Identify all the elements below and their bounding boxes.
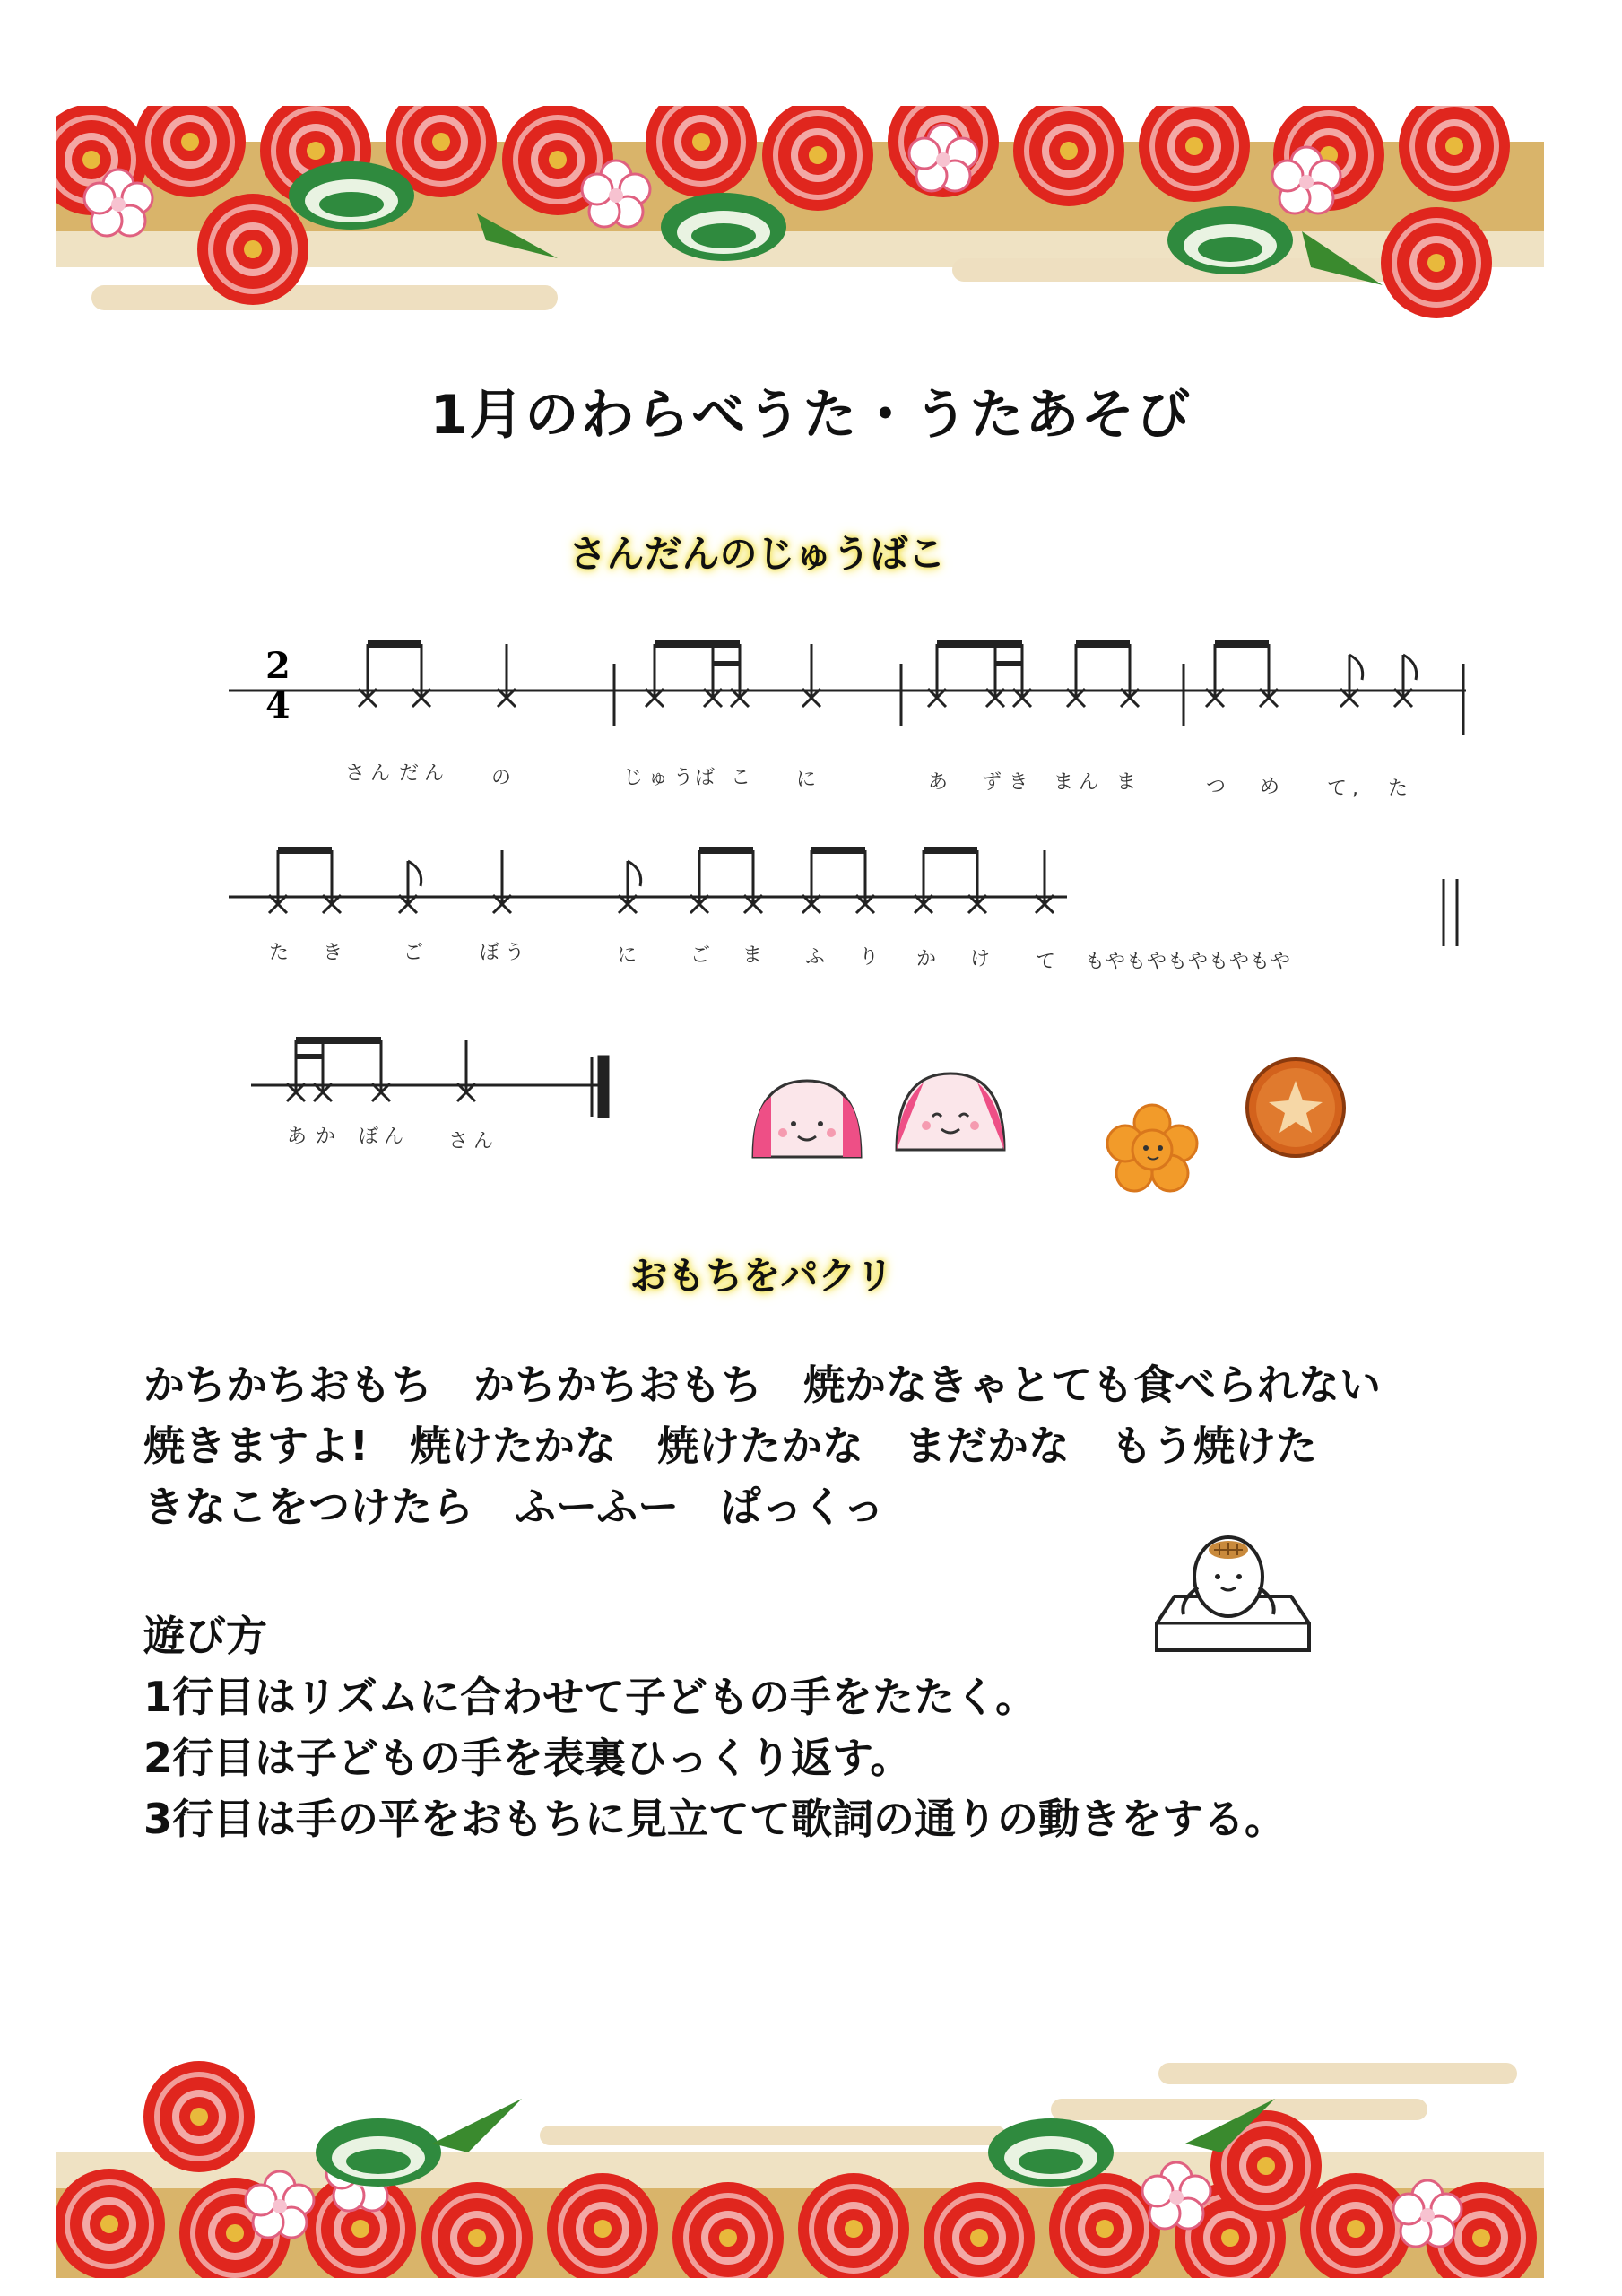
lyric-syllable: つ	[1206, 776, 1232, 798]
flower-cracker-icon	[1103, 1103, 1201, 1193]
lyric-syllable: に	[617, 944, 643, 967]
chant-lyrics	[143, 1354, 1381, 1537]
lyric-syllable: ま	[1116, 771, 1142, 794]
kagami-mochi-icon	[1139, 1525, 1318, 1677]
notes-row-1	[368, 644, 1417, 698]
lyric-syllable: さん	[448, 1130, 499, 1152]
lyric-syllable: た	[269, 942, 295, 964]
lyric-syllable: こ	[731, 767, 757, 789]
lyric-syllable: さん	[345, 762, 396, 785]
lyric-syllable: て	[1036, 951, 1062, 973]
how-to-play	[143, 1605, 1286, 1849]
song-title-sandan: さんだんのじゅうばこ	[568, 532, 946, 576]
lyric-syllable: た	[1388, 778, 1414, 800]
bottom-decorative-banner	[56, 2045, 1544, 2278]
time-signature-bottom: 4	[265, 684, 291, 726]
chant-line: きなこをつけたら ふーふー ぱっくっ	[143, 1483, 885, 1531]
lyric-syllable: だん	[399, 762, 450, 785]
how-to-play-step: 3行目は手の平をおもちに見立てて歌詞の通りの動きをする。	[143, 1795, 1287, 1843]
score-row-3	[251, 1040, 608, 1117]
lyric-syllable: き	[323, 942, 349, 964]
note-heads-row-3	[287, 1083, 475, 1101]
lyric-syllable: ず	[982, 771, 1008, 794]
chant-line: 焼きますよ! 焼けたかな 焼けたかな まだかな もう焼けた	[143, 1422, 1317, 1470]
page-title: 1月のわらべうた・うたあそび	[429, 384, 1193, 447]
lyric-syllable: り	[859, 946, 885, 969]
how-to-play-step: 2行目は子どもの手を表裏ひっくり返す。	[143, 1734, 912, 1782]
lyric-syllable: け	[970, 948, 996, 970]
mochi-face-icon	[744, 1072, 1031, 1170]
score-row-1	[229, 664, 1466, 735]
top-decorative-banner	[56, 106, 1544, 339]
rice-cracker-icon	[1242, 1054, 1349, 1161]
how-to-play-heading: 遊び方	[143, 1612, 267, 1660]
lyric-syllable: に	[796, 769, 822, 791]
note-heads-row-2	[269, 895, 1054, 913]
lyric-syllable: じゅう	[623, 767, 699, 789]
note-heads-row-1	[359, 689, 1412, 707]
lyric-syllable: か	[916, 948, 942, 970]
lyric-syllable: ぼん	[359, 1126, 410, 1148]
lyric-syllable: もやもやもやもやもや	[1085, 951, 1292, 973]
score-row-2	[229, 850, 1457, 946]
song-title-omochi: おもちをパクリ	[629, 1254, 894, 1298]
chant-line: かちかちおもち かちかちおもち 焼かなきゃとても食べられない	[143, 1361, 1381, 1409]
how-to-play-step: 1行目はリズムに合わせて子どもの手をたたく。	[143, 1673, 1037, 1721]
lyric-syllable: ふ	[805, 946, 831, 969]
lyric-syllable: の	[491, 767, 517, 789]
time-signature-top: 2	[265, 645, 291, 687]
lyric-syllable: め	[1260, 776, 1286, 798]
lyric-syllable: き	[1009, 771, 1035, 794]
lyric-syllable: ぼう	[480, 942, 531, 964]
lyric-syllable: ま	[742, 944, 768, 967]
lyric-syllable: ご	[403, 942, 429, 964]
lyric-syllable: か	[316, 1126, 342, 1148]
lyric-syllable: て,	[1327, 778, 1364, 800]
lyric-syllable: あ	[287, 1126, 313, 1148]
lyric-syllable: あ	[928, 771, 954, 794]
lyric-syllable: ば	[695, 767, 721, 789]
lyric-syllable: ご	[690, 944, 716, 967]
lyric-syllable: まん	[1054, 771, 1105, 794]
